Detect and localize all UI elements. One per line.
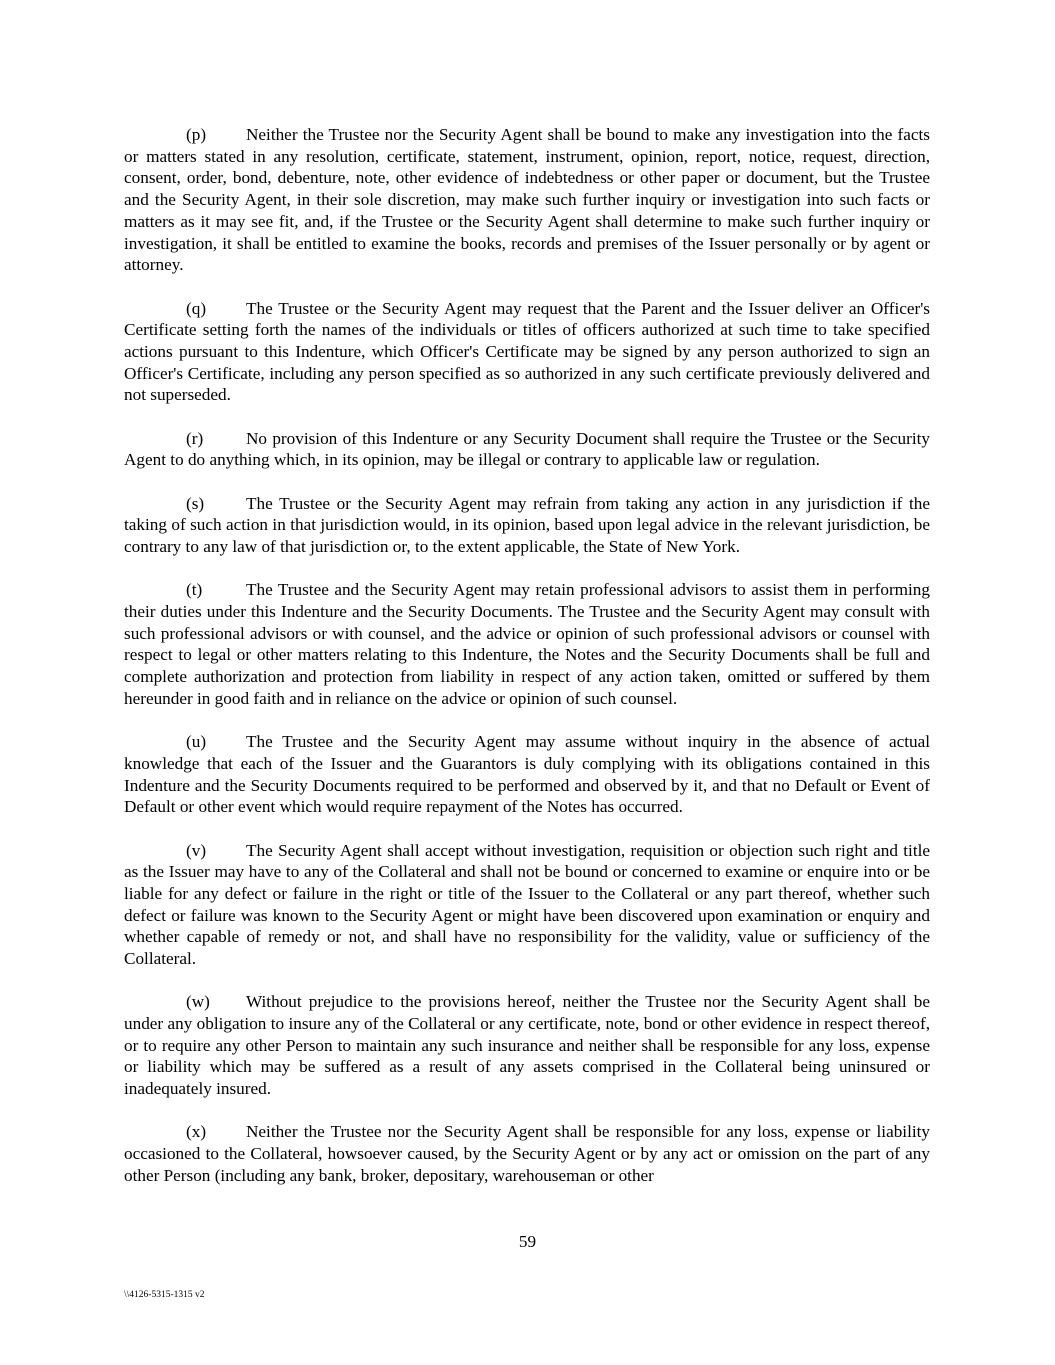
paragraph-r	[124, 428, 930, 471]
paragraph-text: The Trustee or the Security Agent may refrain from taking any action in any jurisdiction if the taking of such action in that jurisdiction would, in its opinion, based upon legal advice in the relevant jurisdiction, be contrary to any law of that jurisdiction or, to the extent applicable, the State of New York.	[124, 493, 930, 557]
paragraph-text: The Trustee and the Security Agent may assume without inquiry in the absence of actual knowledge that each of the Issuer and the Guarantors is duly complying with its obligations contained in this Indenture and the Security Documents required to be performed and observed by it, and that no Default or Event of Default or other event which would require repayment of the Notes has occurred.	[124, 732, 930, 817]
paragraph-label: (s)	[186, 493, 205, 513]
paragraph-x	[124, 1121, 930, 1186]
paragraph-p	[124, 124, 930, 276]
paragraph-text: The Trustee or the Security Agent may request that the Parent and the Issuer deliver an Officer's Certificate setting forth the names of the individuals or titles of officers authorized at such time to take specified actions pursuant to this Indenture, which Officer's Certificate may be signed by any person authorized to sign an Officer's Certificate, including any person specified as so authorized in any such certificate previously delivered and not superseded.	[124, 298, 930, 405]
paragraph-text: Neither the Trustee nor the Security Agent shall be bound to make any investigation into the facts or matters stated in any resolution, certificate, statement, instrument, opinion, report, notice, request, direction, consent, order, bond, debenture, note, other evidence of indebtedness or other paper or document, but the Trustee and the Security Agent, in their sole discretion, may make such further inquiry or investigation into such facts or matters as it may see fit, and, if the Trustee or the Security Agent shall determine to make such further inquiry or investigation, it shall be entitled to examine the books, records and premises of the Issuer personally or by agent or attorney.	[124, 125, 930, 275]
paragraph-v	[124, 840, 930, 970]
paragraph-label: (r)	[186, 428, 204, 448]
paragraph-text: No provision of this Indenture or any Security Document shall require the Trustee or the Security Agent to do anything which, in its opinion, may be illegal or contrary to applicable law or regulation.	[124, 428, 930, 470]
paragraph-text: Neither the Trustee nor the Security Agent shall be responsible for any loss, expense or liability occasioned to the Collateral, howsoever caused, by the Security Agent or by any act or omission on the part of any other Person (including any bank, broker, depositary, warehouseman or other	[124, 1122, 930, 1185]
paragraph-label: (t)	[186, 580, 203, 600]
paragraph-s	[124, 493, 930, 558]
paragraph-label: (w)	[186, 992, 210, 1012]
paragraph-label: (v)	[186, 840, 207, 860]
paragraph-text: The Security Agent shall accept without investigation, requisition or objection such right and title as the Issuer may have to any of the Collateral and shall not be bound or concerned to examine or enquire into or be liable for any defect or failure in the right or title of the Issuer to the Collateral or any part thereof, whether such defect or failure was known to the Security Agent or might have been discovered upon examination or enquiry and whether capable of remedy or not, and shall have no responsibility for the validity, value or sufficiency of the Collateral.	[124, 840, 930, 969]
document-body	[124, 124, 930, 1187]
paragraph-label: (u)	[186, 732, 207, 752]
page-number: 59	[518, 1232, 537, 1251]
paragraph-label: (q)	[186, 298, 207, 318]
paragraph-u	[124, 731, 930, 818]
paragraph-q	[124, 298, 930, 407]
document-id: \\4126-5315-1315 v2	[124, 1290, 205, 1300]
paragraph-text: Without prejudice to the provisions hereof, neither the Trustee nor the Security Agent shall be under any obligation to insure any of the Collateral or any certificate, note, bond or other evidence in respect thereof, or to require any other Person to maintain any such insurance and neither shall be responsible for any loss, expense or liability which may be suffered as a result of any assets comprised in the Collateral being uninsured or inadequately insured.	[124, 992, 930, 1099]
paragraph-t	[124, 579, 930, 709]
paragraph-w	[124, 991, 930, 1100]
paragraph-label: (p)	[186, 125, 207, 144]
paragraph-label: (x)	[186, 1122, 207, 1142]
paragraph-text: The Trustee and the Security Agent may retain professional advisors to assist them in performing their duties under this Indenture and the Security Documents. The Trustee and the Security Agent may consult with such professional advisors or with counsel, and the advice or opinion of such professional advisors or counsel with respect to legal or other matters relating to this Indenture, the Notes and the Security Documents shall be full and complete authorization and protection from liability in respect of any action taken, omitted or suffered by them hereunder in good faith and in reliance on the advice or opinion of such counsel.	[124, 580, 930, 708]
